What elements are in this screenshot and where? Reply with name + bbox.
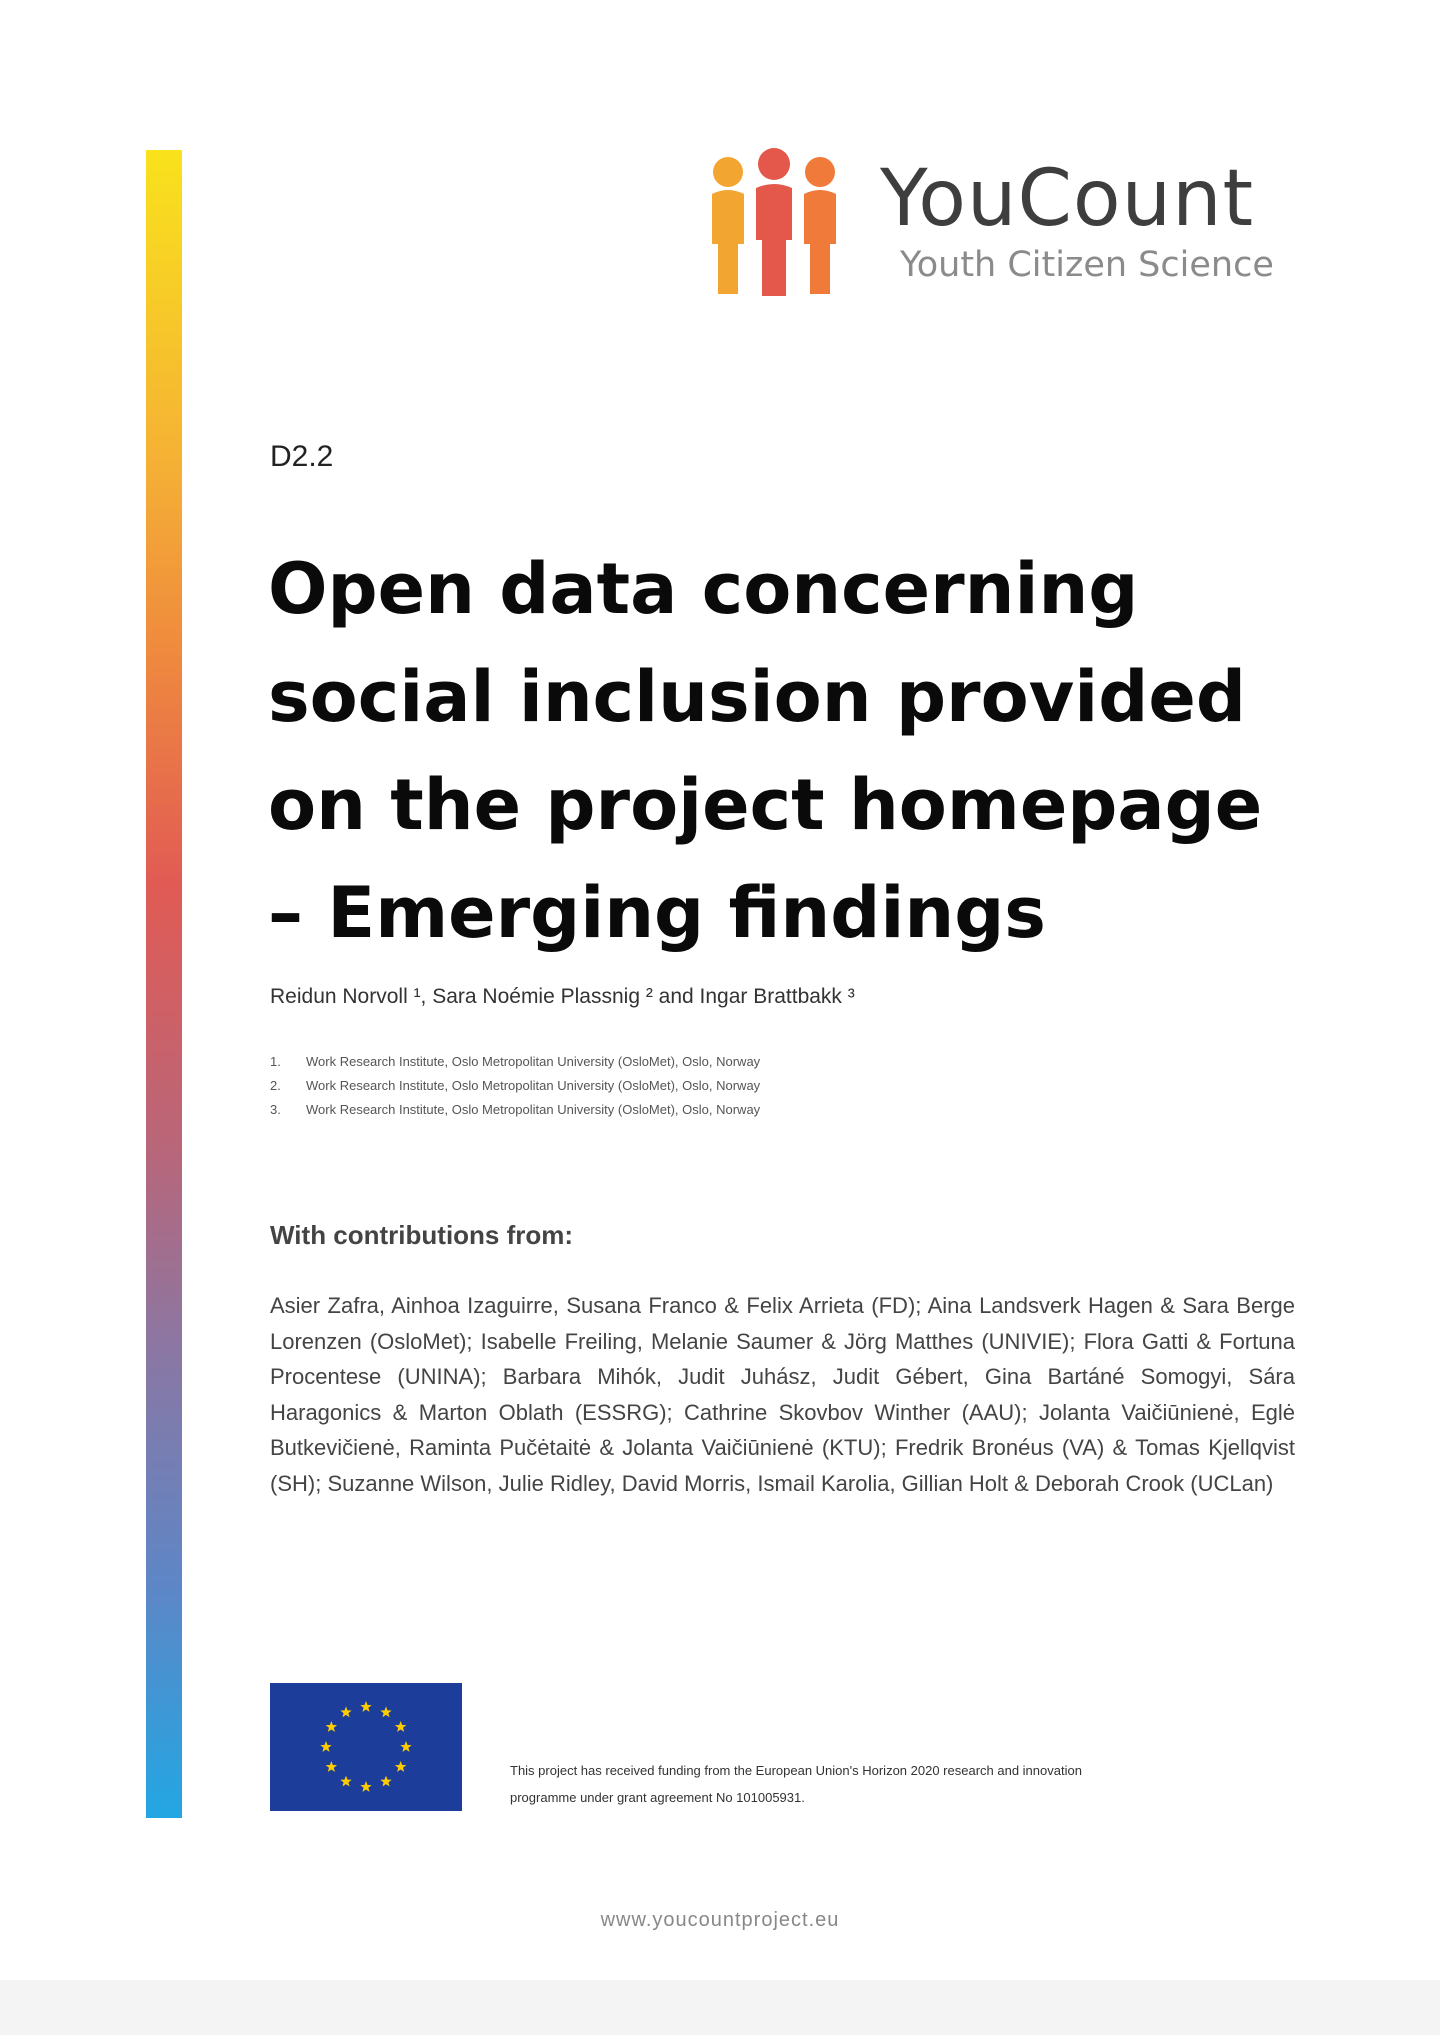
- youcount-logo: [700, 148, 1300, 308]
- footer-website-link[interactable]: www.youcountproject.eu: [600, 1909, 840, 1931]
- affiliation-item: [270, 1074, 760, 1098]
- affiliation-item: [270, 1098, 760, 1122]
- eu-flag-icon: [270, 1683, 462, 1811]
- funding-statement: This project has received funding from the European Union's Horizon 2020 research and innovation programme under grant agreement No 101005931.: [510, 1763, 1082, 1805]
- affiliation-number: 3.: [270, 1102, 281, 1117]
- affiliation-item: [270, 1050, 760, 1074]
- affiliation-number: 1.: [270, 1054, 281, 1069]
- affiliation-number: 2.: [270, 1078, 281, 1093]
- affiliation-text: Work Research Institute, Oslo Metropolitan University (OsloMet), Oslo, Norway: [306, 1054, 761, 1069]
- contributors-paragraph: Asier Zafra, Ainhoa Izaguirre, Susana Franco & Felix Arrieta (FD); Aina Landsverk Hagen & Sara Berge Lorenzen (OsloMet); Isabelle Freiling, Melanie Saumer & Jörg Matthes (UNIVIE); Flora Gatti & Fortuna Procentese (UNINA); Barbara Mihók, Judit Juhász, Judit Gébert, Gina Bartáné Somogyi, Sára Haragonics & Marton Oblath (ESSRG); Cathrine Skovbov Winther (AAU); Jolanta Vaičiūnienė, Eglė Butkevičienė, Raminta Pučėtaitė & Jolanta Vaičiūnienė (KTU); Fredrik Bronéus (VA) & Tomas Kjellqvist (SH); Suzanne Wilson, Julie Ridley, David Morris, Ismail Karolia, Gillian Holt & Deborah Crook (UCLan): [270, 1293, 1295, 1496]
- gradient-side-bar: [146, 150, 182, 1818]
- page-bottom-band: [0, 1980, 1440, 2035]
- contributions-heading: With contributions from:: [270, 1220, 574, 1250]
- affiliation-text: Work Research Institute, Oslo Metropolitan University (OsloMet), Oslo, Norway: [306, 1102, 761, 1117]
- people-group-icon: [700, 148, 850, 298]
- logo-subtitle: Youth Citizen Science: [900, 245, 1274, 285]
- affiliation-list: [270, 1050, 760, 1122]
- author-list: Reidun Norvoll ¹, Sara Noémie Plassnig ² and Ingar Brattbakk ³: [270, 985, 855, 1008]
- affiliation-text: Work Research Institute, Oslo Metropolitan University (OsloMet), Oslo, Norway: [306, 1078, 761, 1093]
- deliverable-number: D2.2: [270, 440, 334, 473]
- document-title: Open data concerning social inclusion provided on the project homepage – Emerging findings: [268, 548, 1263, 954]
- logo-title: YouCount: [880, 154, 1255, 244]
